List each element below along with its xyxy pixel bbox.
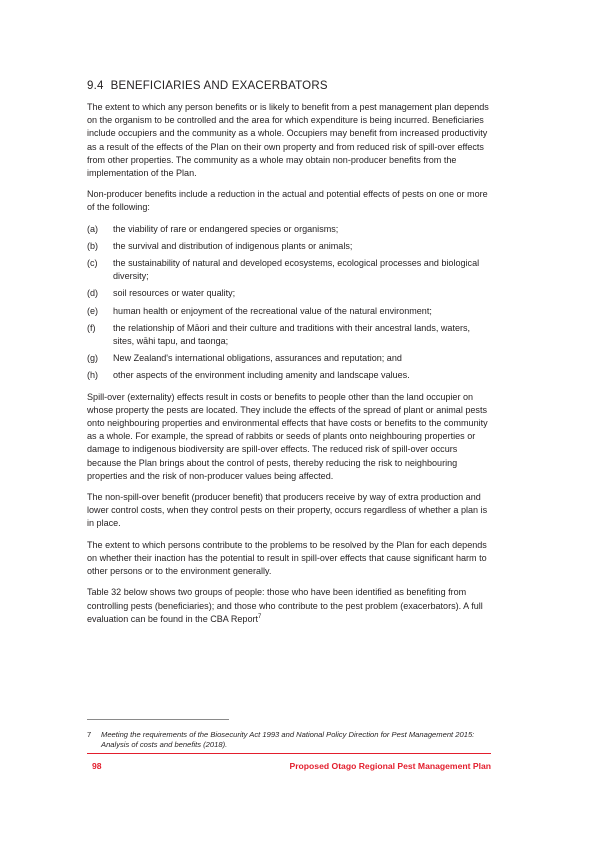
list-item-text: the viability of rare or endangered species or organisms; bbox=[113, 223, 339, 234]
list-item-text: the survival and distribution of indigenous plants or animals; bbox=[113, 240, 353, 251]
list-item-label: (a) bbox=[87, 223, 99, 234]
footer-divider bbox=[87, 753, 491, 754]
paragraph-beneficiaries: The extent to which any person benefits or is likely to benefit from a pest management plan depends on the organism to be controlled and the area for which expenditure is being incurred. Beneficiaries include occupiers and the community as a whole. Occupiers may benefit from increased productivity as a result of the effects of the Plan on their own property and from reduced risk of spill-over effects from other properties. The community as a whole may obtain non-producer benefits from the implementation of the Plan. bbox=[87, 102, 489, 179]
list-item bbox=[87, 257, 491, 283]
list-item-label: (e) bbox=[87, 305, 99, 316]
list-item-label: (c) bbox=[87, 258, 98, 269]
list-item bbox=[87, 240, 491, 253]
footnote-text: Meeting the requirements of the Biosecurity Act 1993 and National Policy Direction for Pest Management 2015: Analysis of costs and benefits (2018). bbox=[101, 730, 475, 749]
list-item bbox=[87, 352, 491, 365]
list-item-label: (g) bbox=[87, 353, 99, 364]
list-item bbox=[87, 322, 491, 348]
paragraph-contributors: The extent to which persons contribute to the problems to be resolved by the Plan for each depends on whether their inaction has the potential to result in spill-over effects that cause significant harm to other persons or to the environment generally. bbox=[87, 539, 487, 577]
footnote bbox=[87, 730, 491, 750]
list-item-text: human health or enjoyment of the recreational value of the natural environment; bbox=[113, 305, 432, 316]
main-content bbox=[87, 80, 491, 634]
list-item bbox=[87, 369, 491, 382]
paragraph-non-producer-intro: Non-producer benefits include a reduction in the actual and potential effects of pests on one or more of the following: bbox=[87, 189, 488, 213]
list-item bbox=[87, 223, 491, 236]
page-number: 98 bbox=[92, 761, 102, 771]
footnote-number: 7 bbox=[87, 730, 92, 739]
list-item-text: soil resources or water quality; bbox=[113, 288, 236, 299]
list-item bbox=[87, 287, 491, 300]
footnote-reference[interactable]: 7 bbox=[258, 613, 262, 620]
list-item-text: the sustainability of natural and developed ecosystems, ecological processes and biological diversity; bbox=[113, 258, 480, 282]
paragraph-producer-benefit: The non-spill-over benefit (producer benefit) that producers receive by way of extra production and lower control costs, when they control pests on their property, occurs regardless of whether a plan is in place. bbox=[87, 492, 488, 529]
paragraph-table-reference bbox=[87, 586, 491, 626]
benefits-list bbox=[87, 223, 491, 383]
list-item-label: (d) bbox=[87, 288, 99, 299]
list-item-label: (f) bbox=[87, 322, 96, 333]
document-title: Proposed Otago Regional Pest Management Plan bbox=[289, 761, 491, 771]
section-number: 9.4 bbox=[87, 80, 104, 92]
list-item-text: the relationship of Māori and their culture and traditions with their ancestral lands, waters, sites, wāhi tapu, and taonga; bbox=[113, 322, 471, 347]
table-reference-text: Table 32 below shows two groups of people: those who have been identified as benefiting from controlling pests (beneficiaries); and those who contribute to the pest problem (exacerbators). A full evaluation can be found in the CBA Report bbox=[87, 587, 483, 624]
section-title: BENEFICIARIES AND EXACERBATORS bbox=[110, 80, 328, 92]
list-item-text: New Zealand's international obligations, assurances and reputation; and bbox=[113, 353, 402, 364]
list-item-text: other aspects of the environment including amenity and landscape values. bbox=[113, 370, 410, 381]
list-item-label: (h) bbox=[87, 370, 99, 381]
section-heading bbox=[87, 80, 491, 92]
list-item bbox=[87, 305, 491, 318]
list-item-label: (b) bbox=[87, 240, 99, 251]
footnote-divider bbox=[87, 719, 229, 720]
paragraph-spill-over: Spill-over (externality) effects result in costs or benefits to people other than the land occupier on whose property the pests are located. They include the effects of the spread of plant or animal pests onto neighbouring properties and environmental effects that have costs or benefits to the community as a whole. For example, the spread of rabbits or seeds of plants onto neighbouring properties or damage to indigenous biodiversity are spill-over effects. The reduced risk of spill-over occurs because the Plan brings about the control of pests, thereby reducing the risk to neighbouring properties and the risk of non-producer values being affected. bbox=[87, 391, 488, 481]
